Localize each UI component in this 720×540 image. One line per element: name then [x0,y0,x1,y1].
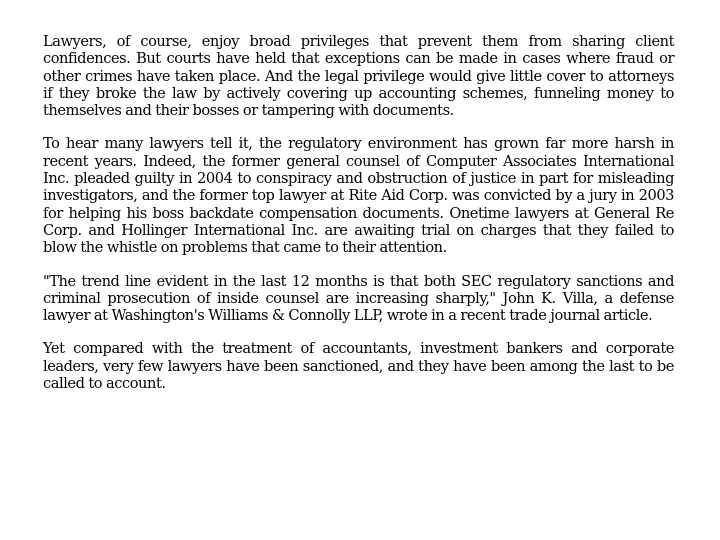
document-body [43,33,674,408]
paragraph-1: Lawyers, of course, enjoy broad privileges that prevent them from sharing client confidences. But courts have held that exceptions can be made in cases where fraud or other crimes have taken place. And the legal privilege would give little cover to attorneys if they broke the law by actively covering up accounting schemes, funneling money to themselves and their bosses or tampering with documents. [43,33,674,120]
paragraph-4: Yet compared with the treatment of accountants, investment bankers and corporate leaders, very few lawyers have been sanctioned, and they have been among the last to be called to account. [43,340,674,393]
paragraph-3: "The trend line evident in the last 12 months is that both SEC regulatory sanctions and criminal prosecution of inside counsel are increasing sharply," John K. Villa, a defense lawyer at Washington's Williams & Connolly LLP, wrote in a recent trade journal article. [43,272,674,325]
paragraph-2: To hear many lawyers tell it, the regulatory environment has grown far more harsh in recent years. Indeed, the former general counsel of Computer Associates International Inc. pleaded guilty in 2004 to conspiracy and obstruction of justice in part for misleading investigators, and the former top lawyer at Rite Aid Corp. was convicted by a jury in 2003 for helping his boss backdate compensation documents. Onetime lawyers at General Re Corp. and Hollinger International Inc. are awaiting trial on charges that they failed to blow the whistle on problems that came to their attention. [43,135,674,257]
